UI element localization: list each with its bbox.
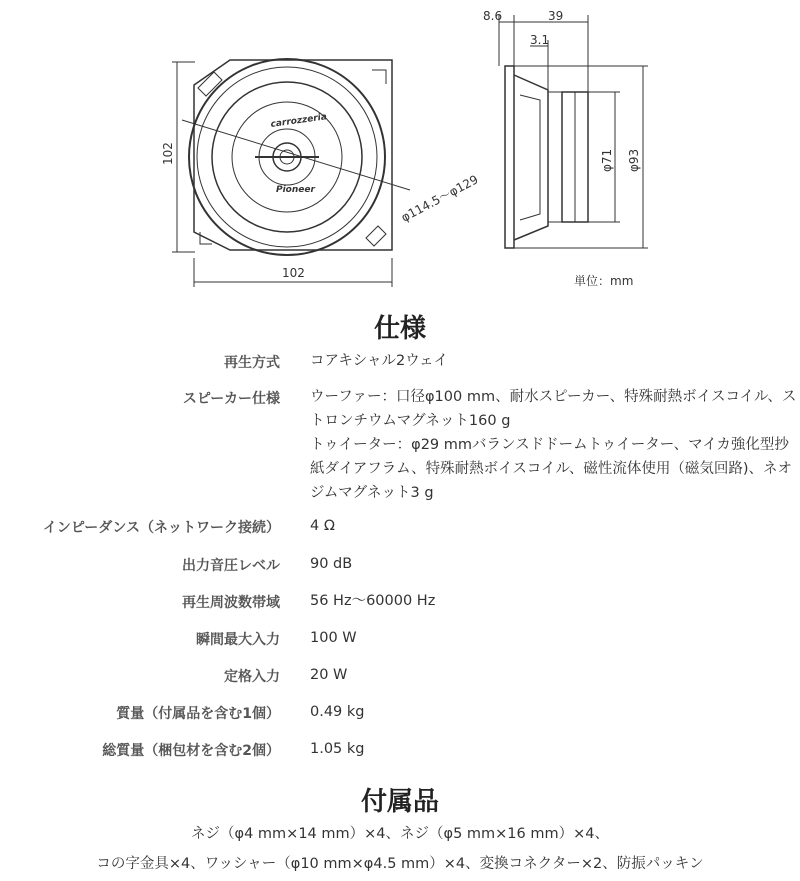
spec-value: 4 Ω: [310, 518, 335, 534]
accessories-line-2: コの字金具×4、ワッシャー（φ10 mm×φ4.5 mm）×4、変換コネクター×2、防振パッキン: [96, 856, 704, 872]
spec-value: ウーファー：口径φ100 mm、耐水スピーカー、特殊耐熱ボイスコイル、ストロンチウムマグネット160 g トゥイーター：φ29 mmバランスドドームトゥイーター、マイカ強化型抄紙ダイアフラム、特殊耐熱ボイスコイル、磁性流体使用（磁気回路)、ネオジムマグネット3 g: [310, 389, 797, 501]
dim-diam-71: φ71: [600, 148, 614, 172]
spec-label: インピーダンス（ネットワーク接続）: [42, 520, 280, 536]
dim-diam-93: φ93: [627, 148, 641, 172]
spec-label: 再生周波数帯域: [182, 595, 280, 611]
spec-label: 瞬間最大入力: [196, 632, 280, 648]
technical-drawing: [0, 0, 800, 300]
dim-top-left: 8.6: [483, 9, 503, 23]
brand-logo-top: carrozzeria: [270, 112, 328, 130]
spec-value: 100 W: [310, 630, 357, 646]
spec-value: コアキシャル2ウェイ: [310, 353, 449, 369]
brand-logo-bottom: Pioneer: [276, 185, 315, 195]
unit-label: 単位：mm: [574, 274, 634, 288]
dim-width-bottom: 102: [282, 266, 305, 280]
spec-label: 出力音圧レベル: [182, 558, 280, 574]
dim-diam-mount: φ114.5～φ129: [398, 172, 481, 225]
spec-value: 0.49 kg: [310, 704, 365, 720]
accessories-title: 付属品: [360, 787, 439, 817]
accessories-line-1: ネジ（φ4 mm×14 mm）×4、ネジ（φ5 mm×16 mm）×4、: [191, 826, 609, 842]
dim-height-left: 102: [161, 142, 175, 165]
spec-value: 20 W: [310, 667, 348, 683]
speaker-drawing: [0, 0, 800, 300]
spec-label: 再生方式: [224, 355, 280, 371]
spec-label: 質量（付属品を含む1個）: [116, 706, 280, 722]
dim-small: 3.1: [530, 33, 550, 47]
dim-top-right: 39: [548, 9, 564, 23]
spec-label: スピーカー仕様: [182, 391, 280, 407]
spec-value: 56 Hz～60000 Hz: [310, 593, 436, 609]
spec-label: 定格入力: [224, 669, 280, 685]
spec-value: 90 dB: [310, 556, 353, 572]
spec-title: 仕様: [373, 314, 426, 344]
spec-value: 1.05 kg: [310, 741, 365, 757]
spec-label: 総質量（梱包材を含む2個）: [102, 743, 280, 759]
